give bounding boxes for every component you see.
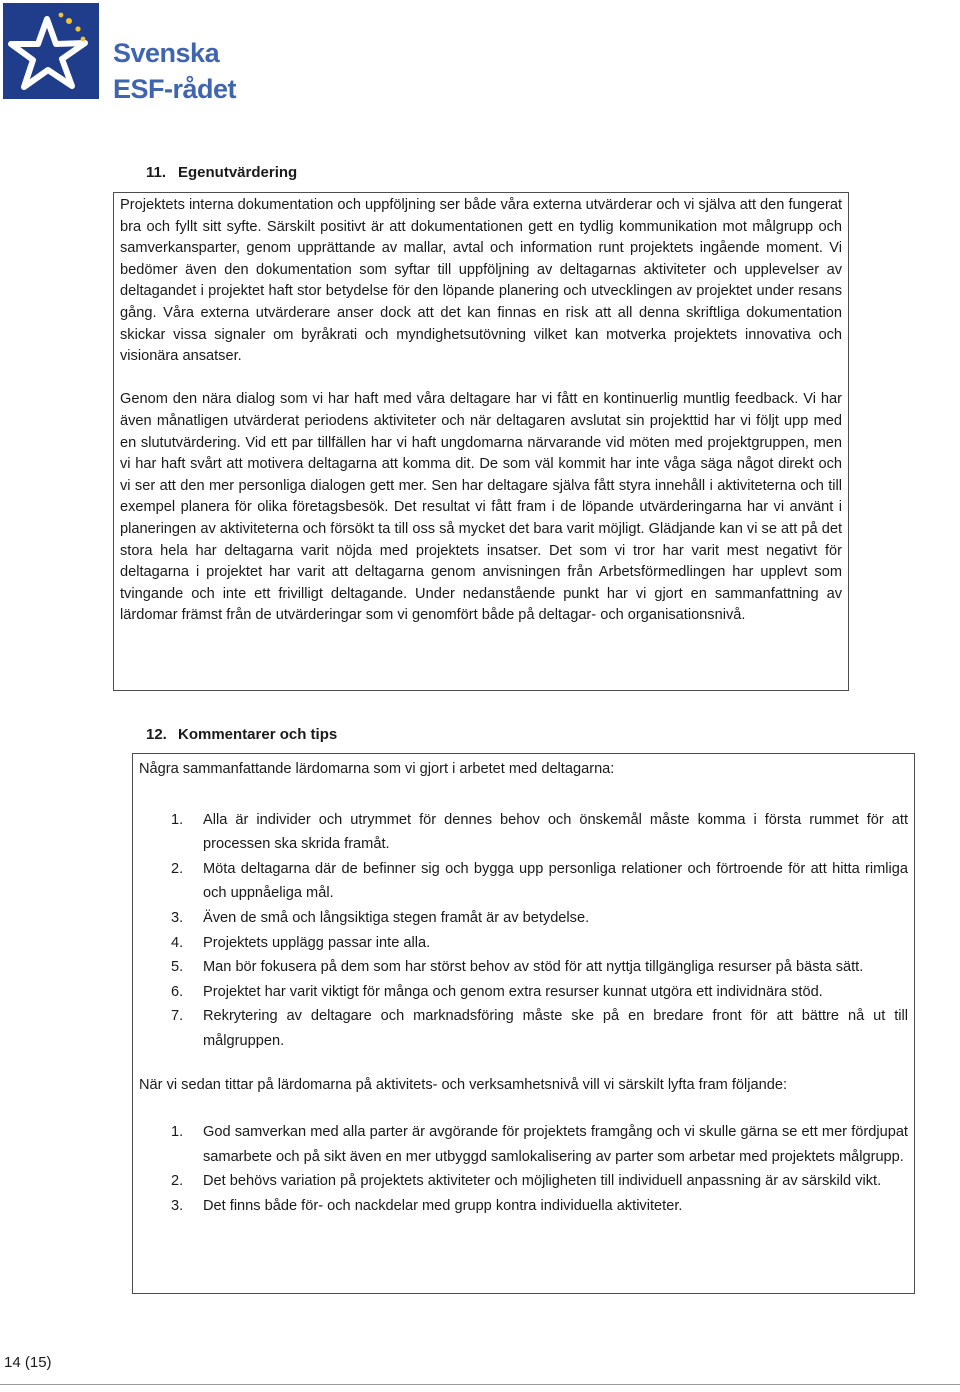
section-12-heading xyxy=(146,725,337,745)
section-12-title: Kommentarer och tips xyxy=(178,726,338,743)
logo-text-line2: ESF-rådet xyxy=(113,74,237,104)
section-11-paragraph-1: Projektets interna dokumentation och uppföljning ser både våra externa utvärderar och vi själva att den fungerat bra och fyllt sitt syfte. Särskilt positivt är att dokumentationen gett en tydlig kommunikation mot målgrupp och samverkansparter, genom upprättande av mallar, avtal och information runt projektets ingående moment. Vi bedömer även den dokumentation som syftar till uppföljning av deltagarnas aktiviteter och upplevelser av deltagandet i projektet haft stor betydelse för den löpande planering och utvecklingen av projektet under resans gång. Våra externa utvärderare anser dock att det kan finnas en risk att all denna skriftliga dokumentation skickar vissa signaler om byråkrati och myndighetsutövning vilket kan motverka projektets innovativa och visionära ansatser. xyxy=(120,197,843,365)
star-icon xyxy=(3,3,99,99)
section-11-number: 11. xyxy=(146,164,167,181)
page-number: 14 (15) xyxy=(4,1354,52,1371)
section-11-box xyxy=(113,192,849,691)
list-item: 5. Man bör fokusera på dem som har störst behov av stöd för att nyttja tillgängliga resurser på bästa sätt. xyxy=(171,959,864,976)
logo-text-line1: Svenska xyxy=(113,38,220,68)
list-item: 3. Det finns både för- och nackdelar med grupp kontra individuella aktiviteter. xyxy=(171,1197,683,1214)
list-item: 2. Det behövs variation på projektets aktiviteter och möjligheten till individuell anpassning är av särskild vikt. xyxy=(171,1173,882,1190)
list-item: 4. Projektets upplägg passar inte alla. xyxy=(171,934,431,951)
section-11-paragraph-2: Genom den nära dialog som vi har haft med våra deltagare har vi fått en kontinuerlig muntlig feedback. Vi har även månatligen utvärderat periodens aktiviteter och när deltagaren avslutat sin projekttid har vi följt upp med en slututvärdering. Vid ett par tillfällen har vi haft ungdomarna närvarande vid möten med projektgruppen, men vi har haft svårt att motivera deltagarna att komma dit. De som väl kommit har inte våga säga något direkt och vi ser att den mer personliga dialogen gett mer. Sen har deltagare själva fått styra innehåll i aktiviteterna och till exempel planera för olika företagsbesök. Det resultat vi fått fram i de löpande utvärderingarna har vi använt i planeringen av aktiviteterna och försökt ta till oss så mycket det bara varit möjligt. Glädjande kan vi se att på det stora hela har deltagarna varit nöjda med projektets insatser. Det som vi tror har varit mest negativt för deltagarna i projektet har varit att deltagarna genom anvisningen från Arbetsförmedlingen har upplevt som tvingande och inte ett frivilligt deltagande. Under nedanstående punkt har vi gjort en sammanfattning av lärdomar främst från de utvärderingar som vi genomfört både på deltagar- och organisationsnivå. xyxy=(120,391,842,624)
list-item: 3. Även de små och långsiktiga stegen framåt är av betydelse. xyxy=(171,909,590,926)
section-12-number: 12. xyxy=(146,726,167,743)
logo xyxy=(3,3,243,104)
list-item: 1. Alla är individer och utrymmet för dennes behov och önskemål måste komma i första rummet för att processen ska skrida framåt. xyxy=(171,811,908,853)
logo-emblem xyxy=(3,3,99,99)
list-item: 2. Möta deltagarna där de befinner sig och bygga upp personliga relationer och förtroende för att hitta rimliga och uppnåeliga mål. xyxy=(171,860,908,902)
section-12-intro-1: Några sammanfattande lärdomarna som vi gjort i arbetet med deltagarna: xyxy=(139,761,615,777)
list-item: 7. Rekrytering av deltagare och marknadsföring måste ske på en bredare front för att bättre nå ut till målgruppen. xyxy=(171,1008,908,1049)
footer-divider xyxy=(0,1384,960,1385)
list-item: 6. Projektet har varit viktigt för många och genom extra resurser kunnat utgöra ett individnära stöd. xyxy=(171,983,823,1000)
section-12-box xyxy=(132,753,915,1294)
section-12-intro-2: När vi sedan tittar på lärdomarna på aktivitets- och verksamhetsnivå vill vi särskilt lyfta fram följande: xyxy=(139,1076,788,1093)
section-11-heading xyxy=(146,163,297,183)
list-item: 1. God samverkan med alla parter är avgörande för projektets framgång och vi skulle gärna se ett mer fördjupat samarbete och på sikt även en mer utbyggd samlokalisering av parter som arbetar med projektets målgrupp. xyxy=(171,1124,908,1165)
section-11-title: Egenutvärdering xyxy=(178,164,298,181)
lessons-list-participants xyxy=(139,808,908,1054)
lessons-list-activities xyxy=(139,1120,908,1218)
